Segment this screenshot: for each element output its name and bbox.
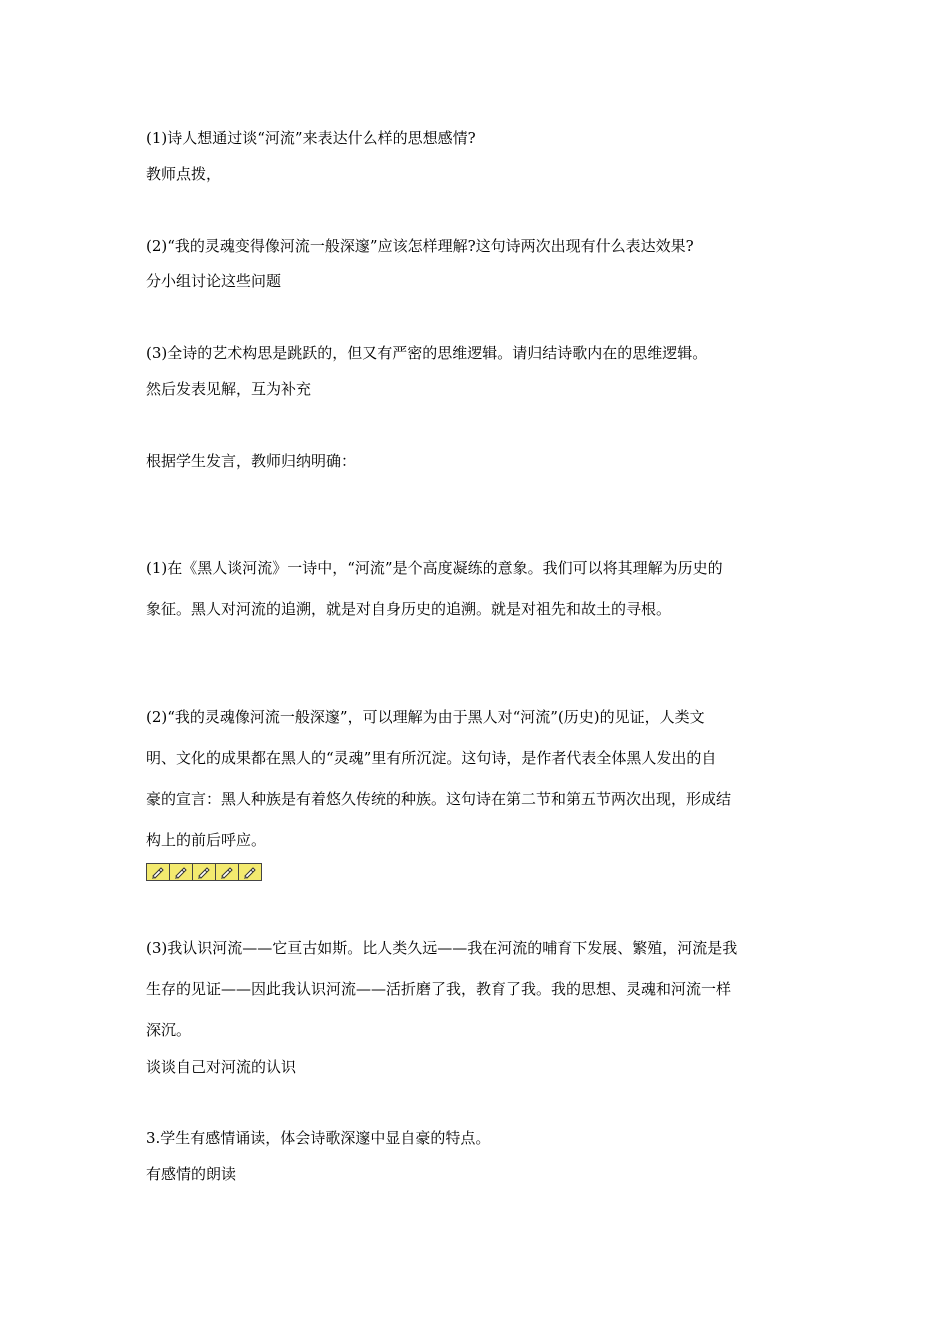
summary-intro: 根据学生发言，教师归纳明确： (146, 452, 357, 470)
answer-3-note: 谈谈自己对河流的认识 (146, 1058, 297, 1076)
pencil-icon (169, 863, 193, 881)
question-2-note: 分小组讨论这些问题 (146, 272, 282, 290)
answer-1 (146, 548, 810, 630)
answer-1-line: (1)在《黑人谈河流》一诗中，“河流”是个高度凝练的意象。我们可以将其理解为历史的 (146, 559, 723, 577)
pencil-icon (192, 863, 216, 881)
answer-3-line: (3)我认识河流——它亘古如斯。比人类久远——我在河流的哺育下发展、繁殖，河流是我 (146, 939, 738, 957)
question-1: (1)诗人想通过谈“河流”来表达什么样的思想感情? (146, 129, 476, 147)
question-2: (2)“我的灵魂变得像河流一般深邃”应该怎样理解?这句诗两次出现有什么表达效果? (146, 237, 694, 255)
step-3: 3.学生有感情诵读，体会诗歌深邃中显自豪的特点。 (146, 1129, 491, 1147)
answer-2-line: 构上的前后呼应。 (146, 831, 267, 849)
pencil-icon (238, 863, 262, 881)
answer-2-line: (2)“我的灵魂像河流一般深邃”，可以理解为由于黑人对“河流”(历史)的见证，人类文 (146, 708, 705, 726)
question-3-note: 然后发表见解，互为补充 (146, 380, 312, 398)
pencil-icon (146, 863, 170, 881)
answer-3-line: 深沉。 (146, 1021, 192, 1039)
answer-2-line: 豪的宣言：黑人种族是有着悠久传统的种族。这句诗在第二节和第五节两次出现，形成结 (146, 790, 732, 808)
question-1-note: 教师点拨， (146, 165, 222, 183)
answer-3-line: 生存的见证——因此我认识河流——活折磨了我，教育了我。我的思想、灵魂和河流一样 (146, 980, 732, 998)
icon-strip (146, 863, 261, 881)
answer-2-line: 明、文化的成果都在黑人的“灵魂”里有所沉淀。这句诗，是作者代表全体黑人发出的自 (146, 749, 717, 767)
step-3-note: 有感情的朗读 (146, 1165, 237, 1183)
question-3: (3)全诗的艺术构思是跳跃的，但又有严密的思维逻辑。请归结诗歌内在的思维逻辑。 (146, 344, 708, 362)
answer-3 (146, 928, 810, 1051)
answer-2 (146, 697, 810, 861)
answer-1-line: 象征。黑人对河流的追溯，就是对自身历史的追溯。就是对祖先和故土的寻根。 (146, 600, 672, 618)
pencil-icon (215, 863, 239, 881)
